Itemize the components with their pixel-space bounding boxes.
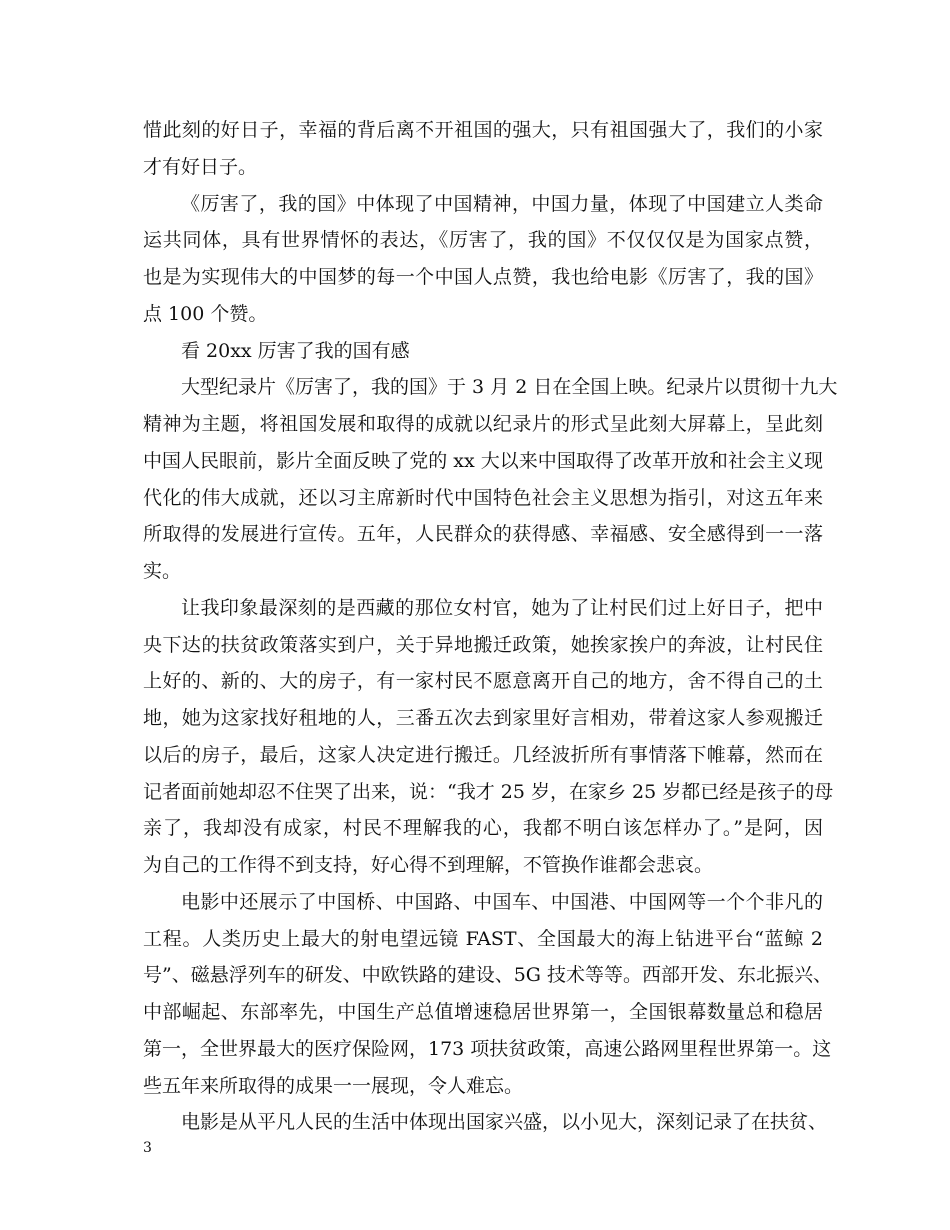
paragraph-line: 中国人民眼前，影片全面反映了党的 xx 大以来中国取得了改革开放和社会主义现: [143, 449, 823, 472]
paragraph-line: 记者面前她却忍不住哭了出来，说：“我才 25 岁，在家乡 25 岁都已经是孩子的母: [143, 780, 834, 803]
paragraph-line: 运共同体，具有世界情怀的表达，《厉害了，我的国》不仅仅仅是为国家点赞，: [143, 229, 823, 252]
paragraph-line: 代化的伟大成就，还以习主席新时代中国特色社会主义思想为指引，对这五年来: [143, 486, 823, 509]
paragraph-line: 也是为实现伟大的中国梦的每一个中国人点赞，我也给电影《厉害了，我的国》: [143, 266, 823, 288]
paragraph-line: 以后的房子，最后，这家人决定进行搬迁。几经波折所有事情落下帷幕，然而在: [143, 743, 823, 766]
paragraph-line: 号”、磁悬浮列车的研发、中欧铁路的建设、5G 技术等等。西部开发、东北振兴、: [143, 964, 833, 987]
paragraph-line: 电影是从平凡人民的生活中体现出国家兴盛，以小见大，深刻记录了在扶贫、: [181, 1111, 828, 1134]
paragraph-line: 第一，全世界最大的医疗保险网，173 项扶贫政策，高速公路网里程世界第一。这: [143, 1037, 832, 1060]
paragraph-line: 《厉害了，我的国》中体现了中国精神，中国力量，体现了中国建立人类命: [181, 192, 823, 215]
paragraph-line: 些五年来所取得的成果一一展现，令人难忘。: [143, 1074, 524, 1097]
paragraph-line: 精神为主题，将祖国发展和取得的成就以纪录片的形式呈此刻大屏幕上，呈此刻: [143, 413, 823, 435]
paragraph-line: 央下达的扶贫政策落实到户，关于异地搬迁政策，她挨家挨户的奔波，让村民住: [143, 633, 823, 656]
paragraph-line: 看 20xx 厉害了我的国有感: [181, 339, 410, 362]
page-number: 3: [143, 1140, 152, 1156]
paragraph-line: 实。: [143, 560, 182, 582]
paragraph-line: 上好的、新的、大的房子，有一家村民不愿意离开自己的地方，舍不得自己的土: [143, 670, 823, 693]
paragraph-line: 工程。人类历史上最大的射电望远镜 FAST、全国最大的海上钻进平台“蓝鲸 2: [143, 927, 823, 950]
paragraph-line: 地，她为这家找好租地的人，三番五次去到家里好言相劝，带着这家人参观搬迁: [143, 707, 823, 729]
paragraph-line: 所取得的发展进行宣传。五年，人民群众的获得感、幸福感、安全感得到一一落: [143, 523, 823, 546]
paragraph-line: 大型纪录片《厉害了，我的国》于 3 月 2 日在全国上映。纪录片以贯彻十九大: [181, 376, 838, 399]
paragraph-line: 惜此刻的好日子，幸福的背后离不开祖国的强大，只有祖国强大了，我们的小家: [143, 119, 823, 141]
paragraph-line: 点 100 个赞。: [143, 302, 268, 325]
paragraph-line: 亲了，我却没有成家，村民不理解我的心，我都不明白该怎样办了。”是阿，因: [143, 817, 823, 840]
paragraph-line: 电影中还展示了中国桥、中国路、中国车、中国港、中国网等一个个非凡的: [181, 890, 823, 913]
paragraph-line: 才有好日子。: [143, 155, 258, 178]
paragraph-line: 为自己的工作得不到支持，好心得不到理解，不管换作谁都会悲哀。: [143, 854, 714, 876]
paragraph-line: 让我印象最深刻的是西藏的那位女村官，她为了让村民们过上好日子，把中: [181, 596, 823, 619]
paragraph-line: 中部崛起、东部率先，中国生产总值增速稳居世界第一，全国银幕数量总和稳居: [143, 1001, 823, 1023]
